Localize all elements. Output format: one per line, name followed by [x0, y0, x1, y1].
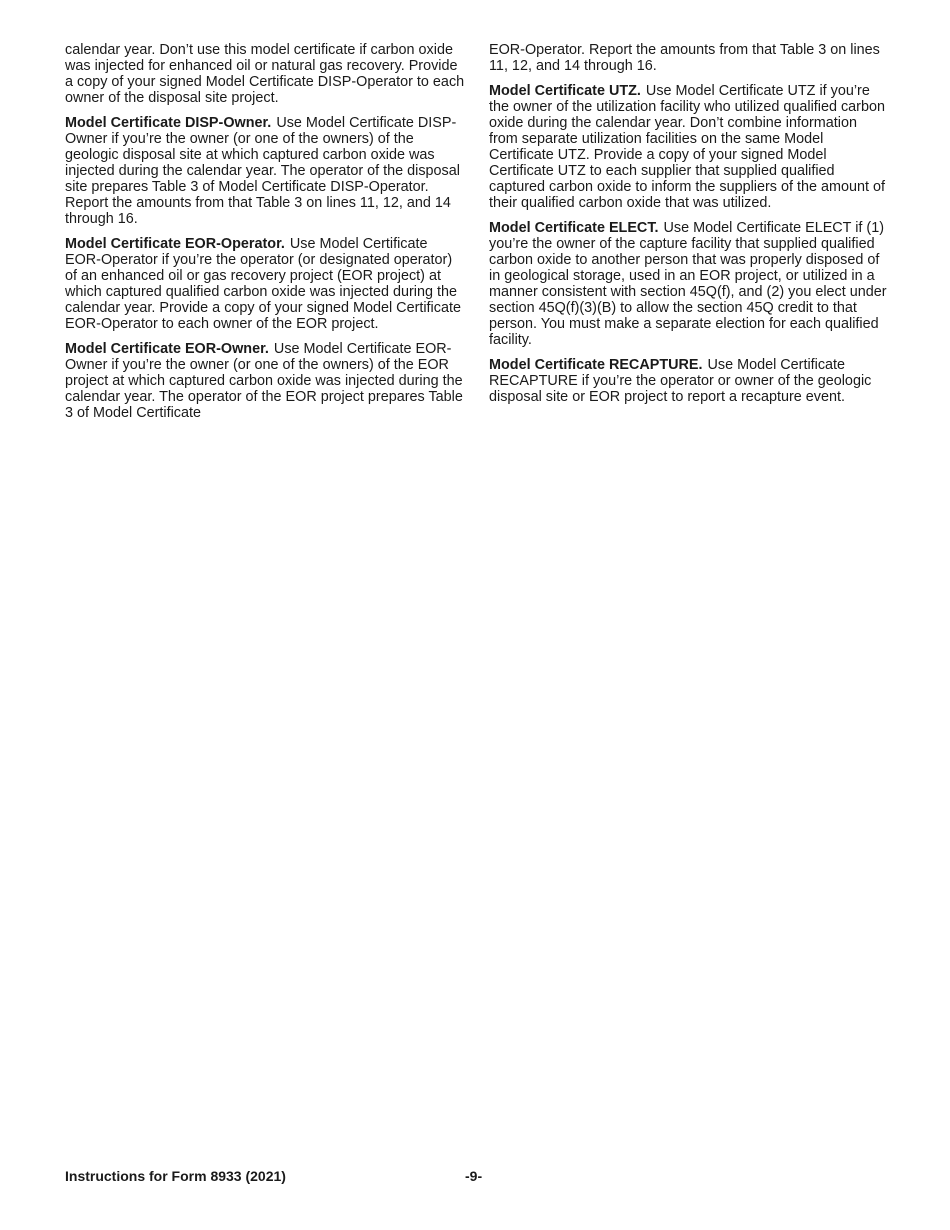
paragraph-utz [489, 83, 887, 211]
paragraph-eor-owner-continued [489, 42, 887, 74]
footer-page-number: -9- [465, 1168, 483, 1184]
right-column [489, 42, 887, 414]
paragraph-body: Use Model Certificate ELECT if (1) you’re the owner of the capture facility that supplied qualified carbon oxide to another person that was properly disposed of in geological storage, used in an EOR project, or utilized in a manner consistent with section 45Q(f), and (2) you elect under section 45Q(f)(3)(B) to allow the section 45Q credit to that person. You must make a separate election for each qualified facility. [489, 220, 887, 348]
paragraph-heading: Model Certificate ELECT. [489, 220, 659, 236]
paragraph-body: Use Model Certificate DISP-Owner if you’re the owner (or one of the owners) of the geologic disposal site at which captured carbon oxide was injected during the calendar year. The operator of the disposal site prepares Table 3 of Model Certificate DISP-Operator. Report the amounts from that Table 3 on lines 11, 12, and 14 through 16. [65, 115, 460, 227]
paragraph-disp-operator-continued [65, 42, 465, 106]
paragraph-heading: Model Certificate EOR-Operator. [65, 236, 285, 252]
paragraph-heading: Model Certificate UTZ. [489, 83, 641, 99]
paragraph-eor-owner [65, 341, 465, 421]
paragraph-eor-operator [65, 236, 465, 332]
paragraph-body: Use Model Certificate EOR-Operator if you’re the operator (or designated operator) of an enhanced oil or gas recovery project (EOR project) at which captured qualified carbon oxide was injected during the calendar year. Provide a copy of your signed Model Certificate EOR-Operator to each owner of the EOR project. [65, 236, 461, 332]
paragraph-body: EOR-Operator. Report the amounts from that Table 3 on lines 11, 12, and 14 through 16. [489, 42, 880, 74]
paragraph-elect [489, 220, 887, 348]
paragraph-heading: Model Certificate RECAPTURE. [489, 357, 703, 373]
left-column [65, 42, 465, 430]
paragraph-body: calendar year. Don’t use this model certificate if carbon oxide was injected for enhanced oil or natural gas recovery. Provide a copy of your signed Model Certificate DISP-Operator to each owner of the disposal site project. [65, 42, 465, 106]
paragraph-recapture [489, 357, 887, 405]
footer-form-title: Instructions for Form 8933 (2021) [65, 1168, 286, 1184]
paragraph-disp-owner [65, 115, 465, 227]
paragraph-body: Use Model Certificate RECAPTURE if you’re the operator or owner of the geologic disposal site or EOR project to report a recapture event. [489, 357, 872, 405]
paragraph-body: Use Model Certificate EOR-Owner if you’re the owner (or one of the owners) of the EOR project at which captured carbon oxide was injected during the calendar year. The operator of the EOR project prepares Table 3 of Model Certificate [65, 341, 463, 421]
paragraph-body: Use Model Certificate UTZ if you’re the owner of the utilization facility who utilized qualified carbon oxide during the calendar year. Don’t combine information from separate utilization facilities on the same Model Certificate UTZ. Provide a copy of your signed Model Certificate UTZ to each supplier that supplied qualified captured carbon oxide to inform the suppliers of the amount of their qualified carbon oxide that was utilized. [489, 83, 885, 211]
paragraph-heading: Model Certificate EOR-Owner. [65, 341, 269, 357]
paragraph-heading: Model Certificate DISP-Owner. [65, 115, 272, 131]
